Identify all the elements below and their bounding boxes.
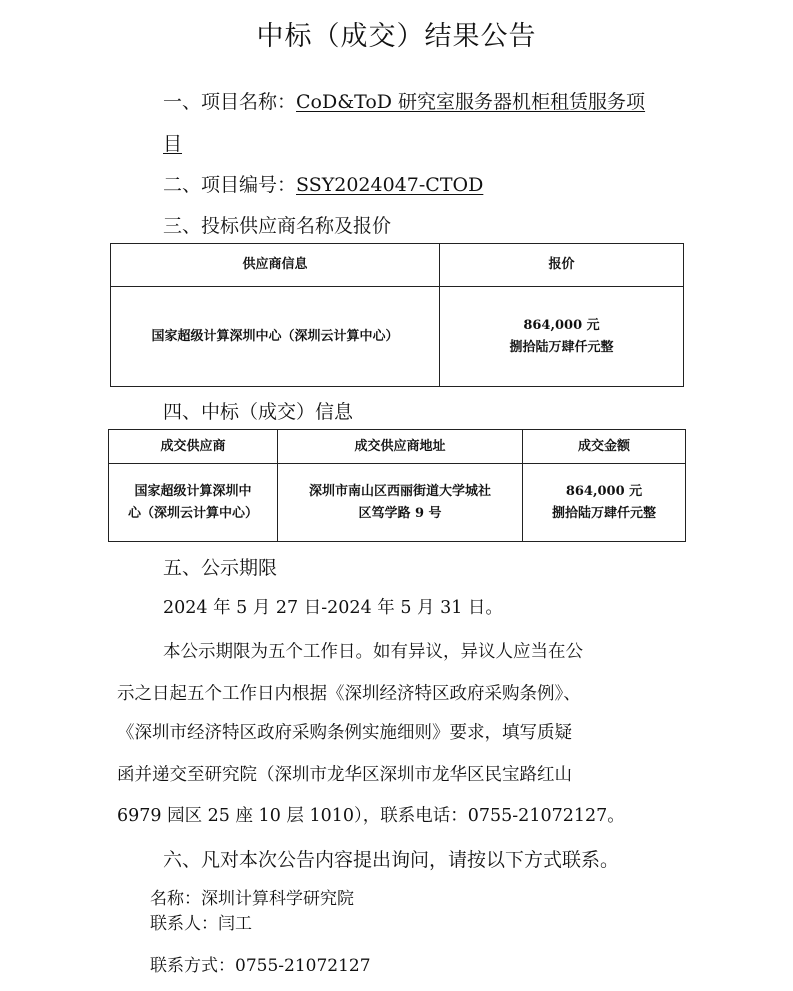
- award-table-header: [109, 430, 686, 464]
- awarded-supplier-address: [278, 464, 523, 542]
- project-name-value: CoD&ToD 研究室服务器机柜租赁服务项: [296, 91, 646, 113]
- contact-heading: 六、凡对本次公告内容提出询问，请按以下方式联系。: [163, 849, 620, 871]
- awarded-supplier-line2: 心（深圳云计算中心）: [127, 505, 258, 521]
- contact-person: 联系人：闫工: [150, 914, 252, 934]
- notice-paragraph-line: 本公示期限为五个工作日。如有异议，异议人应当在公: [163, 642, 583, 662]
- page-title: 中标（成交）结果公告: [256, 21, 537, 52]
- notice-paragraph-line: 函并递交至研究院（深圳市龙华区深圳市龙华区民宝路红山: [117, 765, 572, 785]
- award-amount: [523, 464, 686, 542]
- address-line2: 区笃学路 9 号: [358, 505, 442, 521]
- table-row: [109, 464, 686, 542]
- project-name-row: [163, 87, 645, 114]
- project-number-value: SSY2024047-CTOD: [296, 174, 484, 196]
- bidders-heading: 三、投标供应商名称及报价: [163, 215, 392, 237]
- header-award-amount: 成交金额: [523, 430, 686, 464]
- address-line1: 深圳市南山区西丽街道大学城社: [308, 483, 491, 499]
- header-supplier-address: 成交供应商地址: [278, 430, 523, 464]
- project-number-label: 二、项目编号：: [163, 174, 297, 196]
- contact-name: 名称：深圳计算科学研究院: [150, 889, 354, 909]
- notice-paragraph-line: 6979 园区 25 座 10 层 1010），联系电话：0755-21072127。: [117, 806, 625, 826]
- table-row: [111, 287, 684, 387]
- notice-paragraph-line: 《深圳市经济特区政府采购条例实施细则》要求，填写质疑: [117, 723, 572, 743]
- project-name-label: 一、项目名称：: [163, 91, 297, 113]
- award-amount-number: 864,000 元: [565, 483, 643, 499]
- awarded-supplier-line1: 国家超级计算深圳中: [134, 483, 252, 499]
- contact-method: 联系方式：0755-21072127: [150, 956, 371, 976]
- header-supplier-info: 供应商信息: [111, 244, 440, 287]
- award-table: [108, 429, 686, 542]
- bidder-price-amount: 864,000 元: [523, 317, 600, 333]
- bidders-table: [110, 243, 684, 387]
- award-heading: 四、中标（成交）信息: [163, 401, 354, 423]
- bidders-table-header: [111, 244, 684, 287]
- bidder-price: [440, 287, 684, 387]
- notice-period-heading: 五、公示期限: [163, 557, 278, 579]
- header-price: 报价: [440, 244, 684, 287]
- header-awarded-supplier: 成交供应商: [109, 430, 278, 464]
- awarded-supplier: [109, 464, 278, 542]
- notice-period-dates: 2024 年 5 月 27 日-2024 年 5 月 31 日。: [163, 598, 503, 618]
- notice-paragraph-line: 示之日起五个工作日内根据《深圳经济特区政府采购条例》、: [117, 684, 581, 704]
- bidder-price-words: 捌拾陆万肆仟元整: [509, 339, 614, 355]
- project-name-value-continued: 目: [163, 133, 183, 155]
- bidder-supplier: 国家超级计算深圳中心（深圳云计算中心）: [111, 287, 440, 387]
- project-number-row: [163, 170, 483, 197]
- award-amount-words: 捌拾陆万肆仟元整: [551, 505, 656, 521]
